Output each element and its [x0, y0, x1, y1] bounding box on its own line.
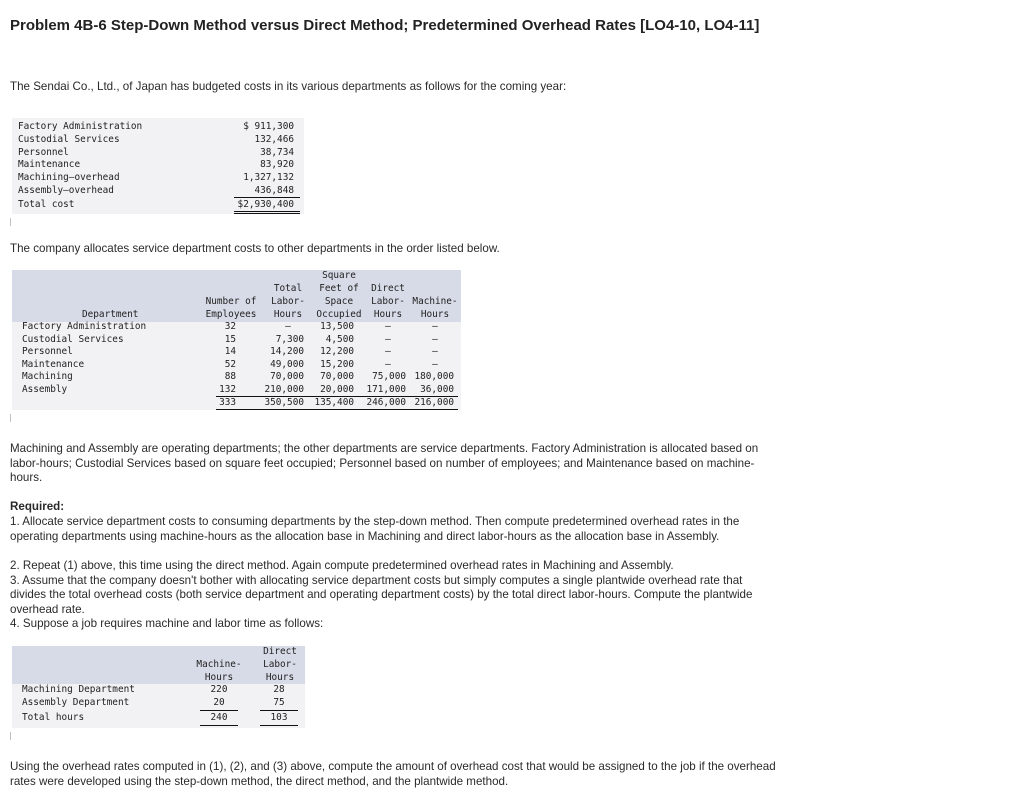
- header-square-feet: Space: [324, 296, 354, 307]
- dept-name: Factory Administration: [22, 321, 147, 332]
- direct-labor-total: 246,000: [366, 397, 406, 408]
- header-department: Department: [82, 309, 139, 320]
- dept-name: Custodial Services: [22, 333, 124, 345]
- employees-value: 32: [224, 321, 236, 332]
- job-total-rule: [200, 710, 238, 711]
- square-feet-value: 13,500: [320, 321, 354, 332]
- operating-note: Machining and Assembly are operating departments; the other departments are service departments. Factory Administration is allocated based on labor-hours; Custodial Services based on square feet occupied; Personnel based on number of employees; and Maintenance based on machine-hours.: [10, 442, 759, 485]
- budget-value: $ 911,300: [243, 121, 294, 132]
- budget-value: 1,327,132: [243, 172, 294, 184]
- header-direct-labor: Labor-: [263, 659, 297, 670]
- budget-value: 436,848: [254, 185, 294, 196]
- job-total-label: Total hours: [22, 712, 85, 723]
- budget-label: Personnel: [18, 146, 69, 158]
- square-feet-value: 12,200: [320, 346, 354, 357]
- allocation-intro-text: The company allocates service department costs to other departments in the order listed below.: [10, 242, 500, 255]
- total-double-rule-1: [234, 211, 300, 212]
- problem-title: Problem 4B-6 Step-Down Method versus Direct Method; Predetermined Overhead Rates [LO4-10, LO4-11]: [10, 17, 760, 34]
- closing-text: Using the overhead rates computed in (1), (2), and (3) above, compute the amount of overhead cost that would be assigned to the job if the overhead rates were developed using the step-down method, the direct method, and the plantwide method.: [10, 760, 776, 788]
- header-square-feet: Occupied: [316, 309, 362, 320]
- required-item-2: 2. Repeat (1) above, this time using the direct method. Again compute predetermined overhead rates in Machining and Assembly.: [10, 559, 674, 572]
- direct-labor-value: –: [385, 358, 391, 370]
- header-labor-hours: Labor-: [271, 296, 305, 307]
- required-item-3: 3. Assume that the company doesn't bother with allocating service department costs but simply computes a single plantwide overhead rate that divides the total overhead costs (both service department and operating department costs) by the total direct labor-hours. Compute the plantwide overhead rate.: [10, 573, 753, 616]
- budget-table: [12, 118, 304, 214]
- header-machine-hours: Hours: [420, 309, 450, 320]
- header-labor-hours: Hours: [273, 309, 303, 320]
- dept-name: Assembly: [22, 383, 68, 395]
- dept-name: Maintenance: [22, 358, 85, 370]
- header-machine-hours: Machine-: [196, 659, 242, 670]
- header-direct-labor: Direct: [371, 283, 405, 294]
- table-edge-marker: [10, 414, 11, 422]
- budget-label: Factory Administration: [18, 121, 143, 132]
- table-edge-marker: [10, 218, 11, 226]
- machine-hours-value: 180,000: [414, 371, 454, 382]
- intro-text: The Sendai Co., Ltd., of Japan has budgeted costs in its various departments as follows for the coming year:: [10, 80, 567, 93]
- square-feet-total: 135,400: [314, 397, 354, 408]
- budget-total-value: $2,930,400: [237, 199, 294, 210]
- budget-label: Assembly–overhead: [18, 185, 114, 196]
- machine-hours-value: –: [432, 346, 438, 357]
- dept-name: Machining: [22, 371, 73, 382]
- header-square-feet: Feet of: [319, 283, 359, 294]
- square-feet-value: 4,500: [325, 333, 354, 345]
- direct-labor-value: –: [385, 321, 391, 332]
- employees-total: 333: [219, 397, 236, 408]
- budget-total-label: Total cost: [18, 199, 75, 210]
- job-total-machine-hours: 240: [210, 712, 228, 723]
- header-labor-hours: Total: [273, 283, 303, 294]
- direct-labor-value: –: [385, 333, 391, 345]
- job-machine-hours: 20: [213, 697, 225, 708]
- machine-hours-value: –: [432, 358, 438, 370]
- required-item-4: 4. Suppose a job requires machine and labor time as follows:: [10, 617, 324, 631]
- machine-hours-total: 216,000: [414, 397, 454, 408]
- header-machine-hours: Hours: [204, 672, 234, 683]
- employees-value: 88: [224, 371, 236, 382]
- job-machine-hours: 220: [210, 684, 228, 695]
- job-total-direct-labor: 103: [270, 712, 288, 723]
- job-total-rule: [260, 710, 298, 711]
- totals-double-rule: [216, 409, 458, 410]
- square-feet-value: 20,000: [320, 383, 354, 395]
- square-feet-value: 15,200: [320, 358, 354, 370]
- employees-value: 15: [224, 333, 236, 345]
- budget-label: Machining–overhead: [18, 172, 120, 184]
- labor-hours-value: 7,300: [275, 333, 304, 345]
- header-square-feet: Square: [322, 270, 356, 281]
- job-hours-table: [12, 646, 305, 728]
- budget-label: Custodial Services: [18, 133, 120, 145]
- total-double-rule-2: [234, 213, 300, 214]
- labor-hours-value: 210,000: [264, 383, 304, 395]
- direct-labor-value: –: [385, 346, 391, 357]
- job-direct-labor: 28: [273, 684, 285, 695]
- labor-hours-value: –: [285, 321, 291, 332]
- header-direct-labor: Direct: [263, 646, 297, 657]
- budget-value: 132,466: [254, 133, 294, 145]
- header-employees: Employees: [205, 309, 257, 320]
- budget-label: Maintenance: [18, 159, 81, 171]
- required-item-1: 1. Allocate service department costs to consuming departments by the step-down method. Then compute predetermined overhead rates in the operating departments using machine-hours as the allocation base in Machining and direct labor-hours as the allocation base in Assembly.: [10, 515, 740, 543]
- employees-value: 52: [224, 358, 236, 370]
- employees-value: 14: [224, 346, 236, 357]
- square-feet-value: 70,000: [320, 371, 354, 382]
- direct-labor-value: 171,000: [366, 383, 406, 395]
- machine-hours-value: –: [432, 321, 438, 332]
- labor-hours-value: 14,200: [270, 346, 304, 357]
- labor-hours-value: 49,000: [270, 358, 304, 370]
- machine-hours-value: –: [432, 333, 438, 345]
- job-row-label: Machining Department: [22, 684, 135, 695]
- header-direct-labor: Hours: [373, 309, 403, 320]
- dept-name: Personnel: [22, 346, 73, 357]
- job-total-double-rule: [200, 725, 238, 726]
- machine-hours-value: 36,000: [420, 383, 454, 395]
- labor-hours-value: 70,000: [270, 371, 304, 382]
- allocation-table: [12, 270, 461, 410]
- budget-value: 38,734: [260, 146, 294, 158]
- job-total-double-rule: [260, 725, 298, 726]
- header-machine-hours: Machine-: [412, 296, 458, 307]
- direct-labor-value: 75,000: [372, 371, 406, 382]
- table-edge-marker: [10, 732, 11, 740]
- subtotal-rule: [234, 197, 300, 198]
- employees-value: 132: [219, 383, 236, 395]
- header-direct-labor: Labor-: [371, 296, 405, 307]
- job-direct-labor: 75: [273, 697, 285, 708]
- header-direct-labor: Hours: [265, 672, 295, 683]
- required-heading: Required:: [10, 500, 65, 513]
- header-employees: Number of: [205, 296, 257, 307]
- labor-hours-total: 350,500: [264, 397, 304, 408]
- budget-value: 83,920: [260, 159, 294, 171]
- job-row-label: Assembly Department: [22, 697, 130, 708]
